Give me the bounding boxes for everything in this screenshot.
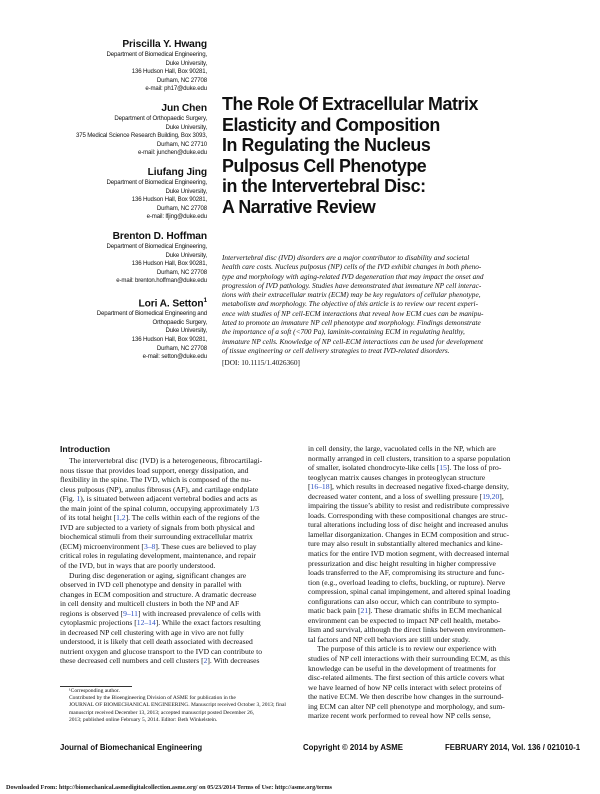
body-text-line: disc-related ailments. The first section of this article covers what <box>308 673 505 683</box>
citation-link[interactable]: 21 <box>360 606 369 616</box>
citation-link[interactable]: 12–14 <box>136 618 156 628</box>
title-line: The Role Of Extracellular Matrix <box>222 93 479 114</box>
abstract-line: of tissue engineering or cell delivery strategies to treat IVD-related disorders. <box>222 345 450 355</box>
body-text-line: loads transferred to the AF, compromising its structure and func- <box>308 568 505 578</box>
author-name: Lori A. Setton$^1$ <box>138 296 207 310</box>
body-text-line: critical roles in regulating development, maintenance, and repair <box>60 551 256 561</box>
body-text-line: tion (e.g., overload leading to clefts, buckling, or rupture). Nerve <box>308 577 506 587</box>
body-text-line: configurations can also occur, which can contribute to sympto- <box>308 596 499 606</box>
body-column-right <box>308 444 540 721</box>
author-name: Jun Chen <box>161 102 207 114</box>
body-text-line: teoglycan matrix causes changes in proteoglycan structure <box>308 472 486 482</box>
author-affiliation-line: Durham, NC 27708 <box>156 268 207 276</box>
body-text-line: nutrient oxygen and glucose transport to the IVD can contribute to <box>60 646 263 656</box>
author-affiliation-line: Durham, NC 27708 <box>156 204 207 212</box>
title-line: Elasticity and Composition <box>222 113 440 135</box>
body-text-line: The intervertebral disc (IVD) is a heterogeneous, fibrocartilagi- <box>69 456 263 465</box>
citation-link[interactable]: 19,20 <box>482 491 500 501</box>
author-affiliation-line: 136 Hudson Hall, Box 90281, <box>131 196 207 204</box>
corresponding-author-mark: 1 <box>203 296 207 304</box>
author-name: Liufang Jing <box>147 166 207 178</box>
author-block <box>0 230 207 286</box>
footnote-line: manuscript received December 13, 2013; accepted manuscript posted December 26, <box>69 709 254 716</box>
author-affiliation-line: 136 Hudson Hall, Box 90281, <box>131 68 207 76</box>
body-text-line: cleus pulposus (NP), anulus fibrosus (AF), and cartilage endplate <box>60 484 259 494</box>
body-text-line: (Fig. 1), is situated between adjacent vertebral bodies and acts as <box>60 494 257 504</box>
author-affiliation-line: Orthopaedic Surgery, <box>152 318 207 326</box>
author-affiliation-line: Duke University, <box>165 327 207 335</box>
body-column-left <box>60 444 292 666</box>
body-text-line: decreased water content, and a loss of swelling pressure [19,20], <box>308 491 504 501</box>
body-text-line: [16–18], which results in decreased negative fixed-charge density, <box>308 482 509 492</box>
author-affiliation-line: Department of Biomedical Engineering, <box>106 178 207 186</box>
article-title <box>222 94 577 218</box>
author-affiliation-line: Department of Biomedical Engineering, <box>106 242 207 250</box>
body-text-line: the main joint of the spinal column, occupying approximately 1/3 <box>60 503 260 513</box>
body-text-line: pressurization and disc height resulting in higher compressive <box>308 558 496 568</box>
citation-link[interactable]: 3–8 <box>143 541 156 551</box>
footer-issue: FEBRUARY 2014, Vol. 136 / 021010-1 <box>445 743 581 752</box>
body-text-line: impairing the tissue’s ability to resist and redistribute compressive <box>308 501 510 511</box>
footnote-line: 2013; published online February 5, 2014. Editor: Beth Winkelstein. <box>69 716 218 723</box>
body-text-line: studies of NP cell interactions with their surrounding ECM, as this <box>308 654 510 664</box>
abstract-line: lated to promote an immature NP cell phenotype and morphology. Findings demonstrate <box>222 318 481 328</box>
author-email[interactable]: e-mail: ph17@duke.edu <box>145 85 207 93</box>
body-text-line: lism and survival, although the direct links between environmen- <box>308 625 506 635</box>
citation-link[interactable]: 9–11 <box>123 608 138 618</box>
author-block <box>0 38 207 94</box>
author-affiliation-line: Durham, NC 27708 <box>156 76 207 84</box>
footnote-line: Contributed by the Bioengineering Division of ASME for publication in the <box>69 695 236 702</box>
title-line: in the Intervertebral Disc: <box>222 175 426 197</box>
body-text-line: observed in IVD cell phenotype and density in parallel with <box>60 580 242 590</box>
author-email[interactable]: e-mail: junchen@duke.edu <box>138 149 207 157</box>
author-affiliation-line: 375 Medical Science Research Building, Box 3093, <box>75 132 207 140</box>
abstract-line: the importance of a soft (<700 Pa), laminin-containing ECM in regulating healthy, <box>222 327 465 337</box>
author-affiliation-line: Duke University, <box>165 59 207 67</box>
citation-link[interactable]: 15 <box>439 463 447 473</box>
author-block <box>0 294 207 362</box>
body-text-line: in cell density, the large, vacuolated cells in the NP, which are <box>308 444 496 453</box>
body-text-line: these decreased cell numbers and cell clusters [2]. With decreases <box>60 656 260 666</box>
author-affiliation-line: Department of Biomedical Engineering and <box>96 310 207 318</box>
body-text-line: the native ECM. We then describe how changes in the surround- <box>308 692 504 702</box>
body-text-line: environment can be expected to impact NP cell health, metabo- <box>308 615 501 625</box>
body-text-line: we have learned of how NP cells interact with select proteins of <box>308 682 502 692</box>
author-affiliation-line: 136 Hudson Hall, Box 90281, <box>131 260 207 268</box>
abstract-line: health care costs. Nucleus pulposus (NP) cells of the IVD exhibit changes in both pheno- <box>222 262 482 272</box>
body-text-line: ing ECM can alter NP cell phenotype and morphology, and sum- <box>308 701 505 711</box>
body-text-line: in decreased NP cell clustering with age in vivo are not fully <box>60 627 244 637</box>
body-text-line: matic back pain [21]. These dramatic shifts in ECM mechanical <box>308 606 502 616</box>
footnote-line: JOURNAL OF BIOMECHANICAL ENGINEERING. Manuscript received October 3, 2013; final <box>69 702 286 709</box>
abstract-line: metabolism and morphology. The objective of this article is to review our recent experi- <box>222 299 479 309</box>
doi[interactable]: [DOI: 10.1115/1.4026360] <box>222 358 300 367</box>
body-text-line: of smaller, isolated chondrocyte-like cells [15]. The loss of pro- <box>308 463 502 473</box>
body-text-line: understood, it is likely that cell death associated with decreased <box>60 637 253 647</box>
body-text-line: of the IVD, but in ways that are poorly understood. <box>60 561 216 571</box>
body-text-line: biochemical stimuli from their surrounding extracellular matrix <box>60 532 253 542</box>
author-affiliation-line: Department of Biomedical Engineering, <box>106 51 207 58</box>
figure-link[interactable]: 1 <box>76 494 81 504</box>
footer-copyright: Copyright © 2014 by ASME <box>303 743 403 752</box>
author-affiliation-line: Durham, NC 27710 <box>156 140 207 148</box>
title-line: A Narrative Review <box>222 195 376 217</box>
body-text-line: tural alterations including loss of disc height and increased anulus <box>308 520 509 530</box>
footer-journal: Journal of Biomechanical Engineering <box>60 743 203 752</box>
body-text-line: of its total height [1,2]. The cells within each of the regions of the <box>60 513 260 523</box>
author-email[interactable]: e-mail: brenton.hoffman@duke.edu <box>116 277 207 285</box>
author-name: Priscilla Y. Hwang <box>122 39 207 50</box>
body-text-line: The purpose of this article is to review our experience with <box>317 644 497 654</box>
body-text-line: ture may also result in substantially altered mechanics and kine- <box>308 539 503 549</box>
author-affiliation-line: 136 Hudson Hall, Box 90281, <box>131 336 207 344</box>
author-affiliation-line: Durham, NC 27708 <box>156 344 207 352</box>
author-affiliation-line: Duke University, <box>165 251 207 259</box>
abstract-line: tions with their extracellular matrix (ECM) may be key regulators of cellular phenotype, <box>222 290 481 300</box>
author-name: Brenton D. Hoffman <box>112 230 207 242</box>
body-text-line: tal factors and NP cell behaviors are still under study. <box>308 634 471 644</box>
abstract-line: type and morphology with aging-related IVD degeneration that may impact the onset and <box>222 271 484 281</box>
title-line: Pulposus Cell Phenotype <box>222 154 427 176</box>
author-affiliation-line: Duke University, <box>165 187 207 195</box>
author-email[interactable]: e-mail: lfjing@duke.edu <box>146 213 207 221</box>
body-text-line: flexibility in the spine. The IVD, which is composed of the nu- <box>60 475 252 485</box>
title-line: In Regulating the Nucleus <box>222 134 431 156</box>
body-text-line: During disc degeneration or aging, significant changes are <box>69 570 247 580</box>
abstract <box>222 253 590 355</box>
abstract-line: immature NP cells. Knowledge of NP cell-ECM interactions can be used for development <box>222 336 484 346</box>
body-text-line: IVD are subjected to a variety of signals from both physical and <box>60 522 255 532</box>
body-text-line: cytoplasmic projections [12–14]. While the exact factors resulting <box>60 618 261 628</box>
download-notice[interactable]: Downloaded From: http://biomechanical.asmedigitalcollection.asme.org/ on 05/23/2014 Terms of Use: http://asme.org/terms <box>6 784 333 791</box>
author-block <box>0 166 207 222</box>
citation-link[interactable]: 2 <box>203 656 208 666</box>
body-text-line: matics for the entire IVD motion segment, with decreased internal <box>308 549 510 559</box>
body-text-line: compression, spinal canal impingement, and altered spinal loading <box>308 587 511 597</box>
citation-link[interactable]: 1,2 <box>116 513 126 523</box>
citation-link[interactable]: 16–18 <box>310 482 330 492</box>
body-text-line: (ECM) microenvironment [3–8]. These cues are believed to play <box>60 541 257 551</box>
body-text-line: in cell density and multicell clusters in both the NP and AF <box>60 599 240 609</box>
author-list <box>0 38 207 370</box>
section-heading-introduction: Introduction <box>60 444 111 454</box>
footnote-line: ¹Corresponding author. <box>69 688 120 694</box>
body-text-line: lamellar disorganization. Changes in ECM composition and struc- <box>308 529 510 539</box>
body-text-line: knowledge can be useful in the development of treatments for <box>308 663 496 673</box>
body-text-line: nous tissue that provides load support, energy dissipation, and <box>60 465 249 475</box>
body-text-line: regions is observed [9–11] with increased prevalence of cells with <box>60 608 261 618</box>
author-affiliation-line: Department of Orthopaedic Surgery, <box>114 114 207 122</box>
author-affiliation-line: Duke University, <box>165 123 207 131</box>
author-email[interactable]: e-mail: setton@duke.edu <box>142 353 207 361</box>
author-block <box>0 102 207 158</box>
footnote <box>60 688 295 724</box>
body-text-line: changes in ECM composition and structure. A dramatic decrease <box>60 589 257 599</box>
abstract-line: Intervertebral disc (IVD) disorders are a major contributor to disability and societal <box>222 253 470 262</box>
footnote-rule <box>60 686 132 687</box>
body-text-line: normally arranged in cell clusters, transition to a sparse population <box>308 453 511 463</box>
body-text-line: marize recent work performed to reveal how NP cells sense, <box>308 711 491 721</box>
abstract-line: ence with studies of NP cell-ECM interactions that reveal how ECM cues can be manipu- <box>222 308 484 318</box>
abstract-line: progression of IVD pathology. Studies have demonstrated that immature NP cell interac- <box>222 280 482 290</box>
body-text-line: loads. Corresponding with these compositional changes are struc- <box>308 510 508 520</box>
